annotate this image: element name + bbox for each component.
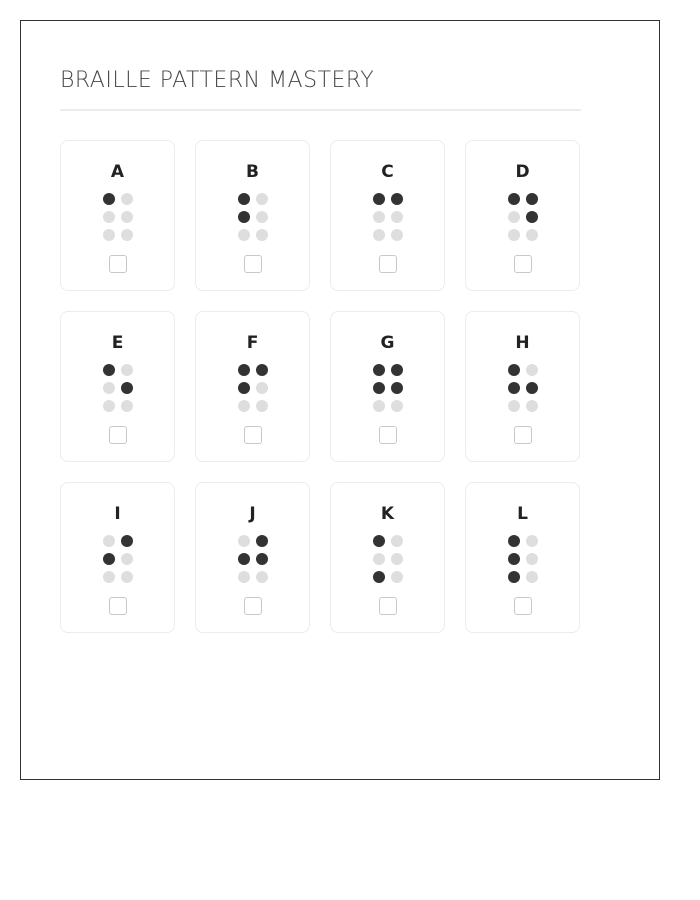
flat-dot-2 bbox=[526, 364, 538, 376]
page-title: BRAILLE PATTERN MASTERY bbox=[60, 68, 375, 93]
raised-dot-3 bbox=[103, 553, 115, 565]
braille-cell bbox=[238, 535, 268, 583]
braille-cell bbox=[103, 535, 133, 583]
mastered-checkbox[interactable] bbox=[514, 426, 532, 444]
raised-dot-1 bbox=[373, 535, 385, 547]
braille-cell bbox=[238, 193, 268, 241]
raised-dot-1 bbox=[508, 364, 520, 376]
raised-dot-4 bbox=[121, 382, 133, 394]
raised-dot-5 bbox=[373, 571, 385, 583]
flat-dot-4 bbox=[391, 211, 403, 223]
braille-cell bbox=[373, 364, 403, 412]
flat-dot-6 bbox=[391, 571, 403, 583]
raised-dot-2 bbox=[391, 364, 403, 376]
mastered-checkbox[interactable] bbox=[244, 597, 262, 615]
mastered-checkbox[interactable] bbox=[109, 426, 127, 444]
raised-dot-3 bbox=[238, 382, 250, 394]
raised-dot-3 bbox=[373, 382, 385, 394]
card-letter: G bbox=[380, 333, 395, 353]
mastered-checkbox[interactable] bbox=[109, 255, 127, 273]
braille-card-a bbox=[60, 140, 175, 291]
flat-dot-3 bbox=[373, 553, 385, 565]
flat-dot-5 bbox=[103, 229, 115, 241]
flat-dot-2 bbox=[391, 535, 403, 547]
flat-dot-4 bbox=[391, 553, 403, 565]
raised-dot-4 bbox=[391, 382, 403, 394]
flat-dot-4 bbox=[256, 382, 268, 394]
flat-dot-6 bbox=[121, 571, 133, 583]
flat-dot-6 bbox=[256, 571, 268, 583]
braille-card-d bbox=[465, 140, 580, 291]
mastered-checkbox[interactable] bbox=[244, 426, 262, 444]
flat-dot-2 bbox=[526, 535, 538, 547]
flat-dot-5 bbox=[238, 229, 250, 241]
mastered-checkbox[interactable] bbox=[244, 255, 262, 273]
raised-dot-1 bbox=[238, 193, 250, 205]
raised-dot-2 bbox=[256, 535, 268, 547]
card-letter: I bbox=[114, 504, 121, 524]
raised-dot-2 bbox=[526, 193, 538, 205]
mastered-checkbox[interactable] bbox=[379, 255, 397, 273]
flat-dot-5 bbox=[238, 571, 250, 583]
raised-dot-2 bbox=[121, 535, 133, 547]
flat-dot-6 bbox=[256, 400, 268, 412]
braille-cell bbox=[238, 364, 268, 412]
braille-card-e bbox=[60, 311, 175, 462]
braille-cell bbox=[508, 364, 538, 412]
braille-card-h bbox=[465, 311, 580, 462]
card-letter: J bbox=[249, 504, 256, 524]
raised-dot-1 bbox=[238, 364, 250, 376]
card-letter: A bbox=[110, 162, 125, 182]
flat-dot-6 bbox=[256, 229, 268, 241]
flat-dot-6 bbox=[526, 400, 538, 412]
braille-cell bbox=[508, 193, 538, 241]
mastered-checkbox[interactable] bbox=[109, 597, 127, 615]
braille-card-i bbox=[60, 482, 175, 633]
raised-dot-2 bbox=[391, 193, 403, 205]
flat-dot-3 bbox=[103, 211, 115, 223]
flat-dot-2 bbox=[121, 364, 133, 376]
raised-dot-3 bbox=[238, 553, 250, 565]
flat-dot-5 bbox=[103, 400, 115, 412]
raised-dot-1 bbox=[103, 364, 115, 376]
flat-dot-4 bbox=[526, 553, 538, 565]
flat-dot-1 bbox=[238, 535, 250, 547]
raised-dot-2 bbox=[256, 364, 268, 376]
raised-dot-4 bbox=[526, 211, 538, 223]
flat-dot-5 bbox=[238, 400, 250, 412]
raised-dot-1 bbox=[508, 535, 520, 547]
raised-dot-4 bbox=[526, 382, 538, 394]
flat-dot-6 bbox=[526, 229, 538, 241]
card-letter: F bbox=[246, 333, 259, 353]
flat-dot-3 bbox=[103, 382, 115, 394]
flat-dot-6 bbox=[121, 229, 133, 241]
flat-dot-2 bbox=[121, 193, 133, 205]
flat-dot-5 bbox=[103, 571, 115, 583]
raised-dot-4 bbox=[256, 553, 268, 565]
flat-dot-5 bbox=[373, 229, 385, 241]
braille-cell bbox=[508, 535, 538, 583]
flat-dot-3 bbox=[373, 211, 385, 223]
flat-dot-5 bbox=[373, 400, 385, 412]
mastered-checkbox[interactable] bbox=[379, 426, 397, 444]
braille-card-f bbox=[195, 311, 310, 462]
flat-dot-5 bbox=[508, 229, 520, 241]
flat-dot-1 bbox=[103, 535, 115, 547]
card-letter: L bbox=[517, 504, 528, 524]
braille-card-g bbox=[330, 311, 445, 462]
raised-dot-1 bbox=[373, 193, 385, 205]
braille-cell bbox=[373, 193, 403, 241]
braille-cell bbox=[103, 364, 133, 412]
braille-cell bbox=[103, 193, 133, 241]
flat-dot-5 bbox=[508, 400, 520, 412]
card-letter: C bbox=[381, 162, 394, 182]
card-letter: B bbox=[246, 162, 259, 182]
raised-dot-5 bbox=[508, 571, 520, 583]
card-letter: K bbox=[380, 504, 395, 524]
raised-dot-3 bbox=[238, 211, 250, 223]
card-letter: E bbox=[111, 333, 124, 353]
mastered-checkbox[interactable] bbox=[514, 597, 532, 615]
braille-card-grid bbox=[60, 140, 580, 633]
flat-dot-4 bbox=[121, 553, 133, 565]
raised-dot-3 bbox=[508, 382, 520, 394]
braille-card-k bbox=[330, 482, 445, 633]
mastered-checkbox[interactable] bbox=[379, 597, 397, 615]
flat-dot-6 bbox=[526, 571, 538, 583]
raised-dot-3 bbox=[508, 553, 520, 565]
raised-dot-1 bbox=[373, 364, 385, 376]
card-letter: D bbox=[515, 162, 530, 182]
flat-dot-3 bbox=[508, 211, 520, 223]
flat-dot-6 bbox=[391, 400, 403, 412]
mastered-checkbox[interactable] bbox=[514, 255, 532, 273]
braille-cell bbox=[373, 535, 403, 583]
braille-card-l bbox=[465, 482, 580, 633]
braille-card-c bbox=[330, 140, 445, 291]
raised-dot-1 bbox=[508, 193, 520, 205]
flat-dot-4 bbox=[121, 211, 133, 223]
braille-card-b bbox=[195, 140, 310, 291]
flat-dot-6 bbox=[391, 229, 403, 241]
braille-card-j bbox=[195, 482, 310, 633]
title-divider bbox=[60, 109, 581, 111]
flat-dot-6 bbox=[121, 400, 133, 412]
raised-dot-1 bbox=[103, 193, 115, 205]
flat-dot-2 bbox=[256, 193, 268, 205]
flat-dot-4 bbox=[256, 211, 268, 223]
card-letter: H bbox=[515, 333, 530, 353]
